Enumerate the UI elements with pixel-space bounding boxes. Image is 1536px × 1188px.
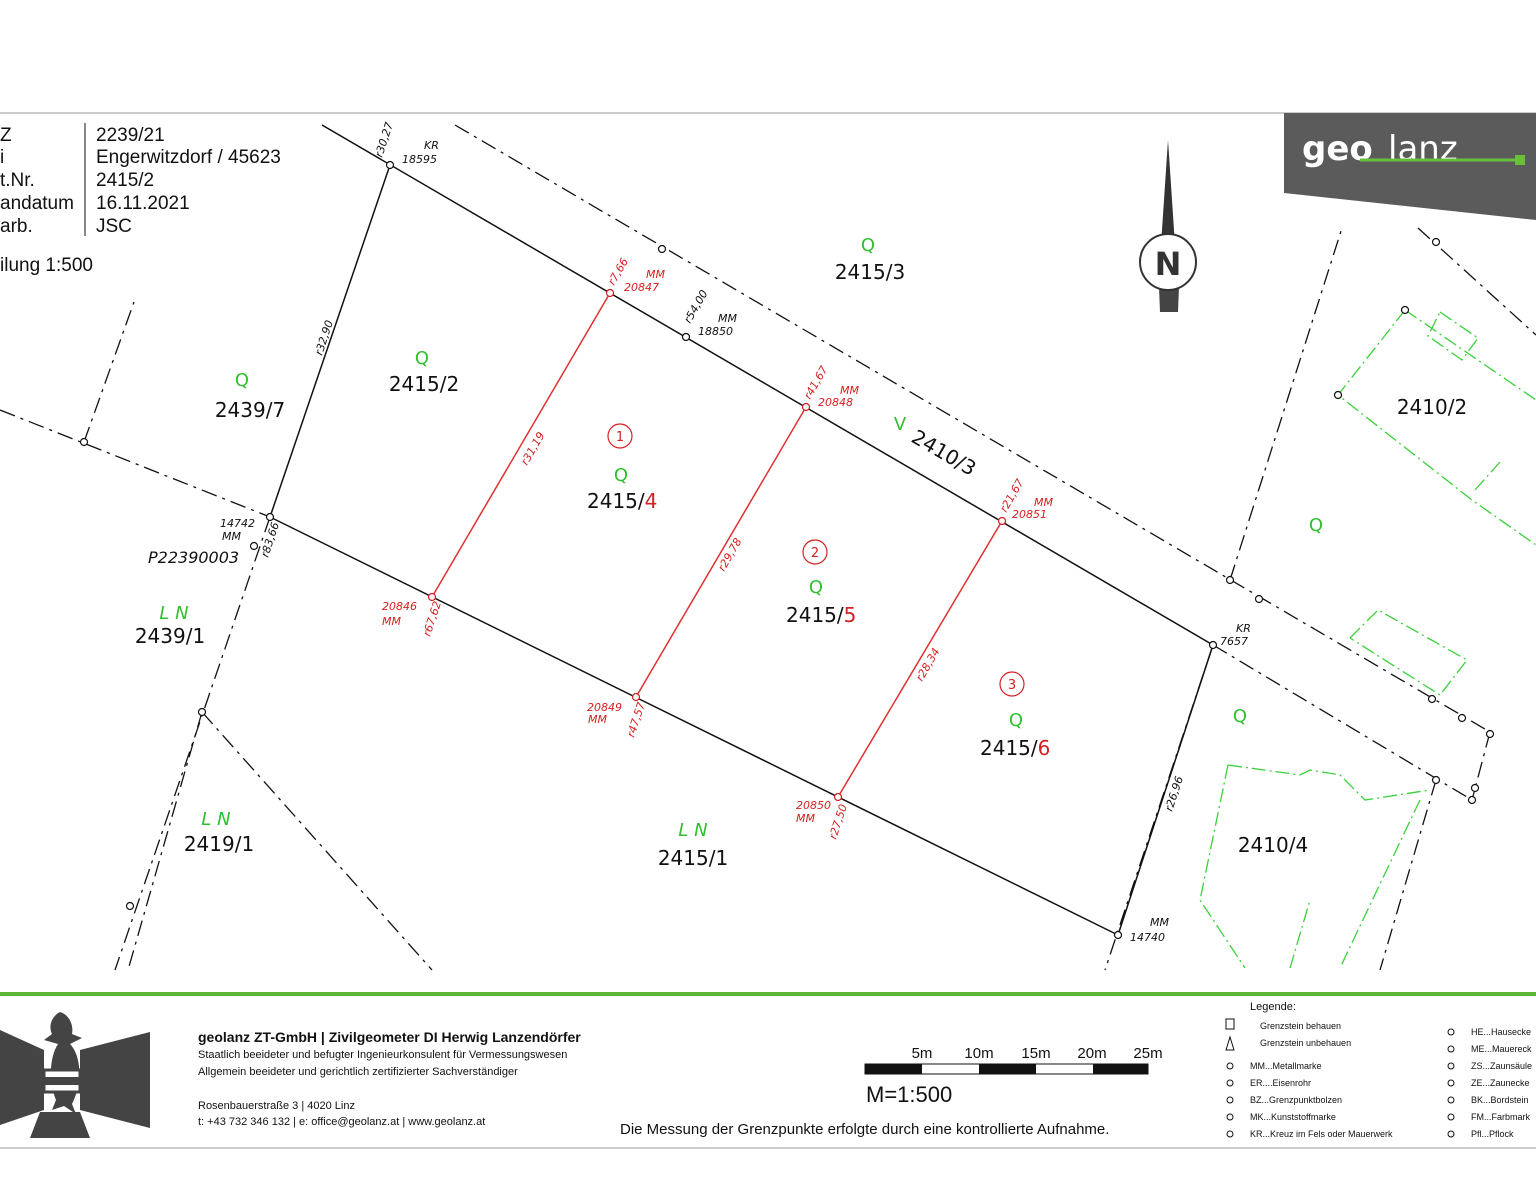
dim-5400: r54,00: [681, 287, 711, 326]
point-20850-id: 20850: [796, 799, 831, 812]
point-20849-type: MM: [588, 713, 607, 726]
legend-title: Legende:: [1250, 1001, 1296, 1013]
parcel-2410-2: 2410/2: [1396, 395, 1468, 419]
brand-logo: [1284, 113, 1536, 220]
land-use-q-2439-7: Q: [234, 370, 250, 391]
dim-4757: r47,57: [624, 700, 648, 739]
land-use-ln-2419-1: L N: [201, 809, 231, 830]
footer-contact: t: +43 732 346 132 | e: office@geolanz.at | www.geolanz.at: [198, 1116, 486, 1128]
parcel-2419-1: 2419/1: [183, 832, 255, 856]
point-p22390003: P22390003: [148, 548, 240, 567]
dim-766: r7,66: [605, 255, 632, 288]
point-14742-type: MM: [222, 530, 241, 543]
parcel-boundary: [270, 125, 1213, 935]
point-20847-type: MM: [646, 268, 665, 281]
dim-2834: r28,34: [913, 645, 943, 684]
point-kr-7657-type: KR: [1236, 622, 1251, 635]
point-20847-id: 20847: [624, 281, 659, 294]
division-lines: [432, 293, 1002, 797]
austrian-eagle-emblem: [0, 1012, 150, 1138]
point-kr-18595-type: KR: [424, 139, 439, 152]
scale-tick-15m: 15m: [1021, 1045, 1051, 1062]
dim-8366: r83,66: [258, 520, 282, 559]
land-use-q-2415-5: Q: [808, 577, 824, 598]
legend-left-1: Grenzstein behauen: [1260, 1021, 1342, 1031]
land-use-q-2415-6: Q: [1008, 710, 1024, 731]
legend-left-6: MK...Kunststoffmarke: [1250, 1112, 1336, 1122]
scale-bar: [865, 1045, 1163, 1107]
dim-3119: r31,19: [518, 429, 548, 468]
parcel-2410-4: 2410/4: [1237, 833, 1309, 857]
scale-tick-10m: 10m: [964, 1045, 994, 1062]
legend-right-4: ZE...Zaunecke: [1471, 1078, 1530, 1088]
land-use-q-2415-2: Q: [414, 348, 430, 369]
header-value-kg: Engerwitzdorf / 45623: [96, 147, 281, 168]
dim-3027: r30,27: [372, 120, 396, 159]
legend-right-5: BK...Bordstein: [1471, 1095, 1529, 1105]
lot-number-1: 1: [615, 430, 625, 445]
land-use-ln-2415-1: L N: [678, 820, 708, 841]
legend-right-3: ZS...Zaunsäule: [1471, 1061, 1533, 1071]
footer-company: geolanz ZT-GmbH | Zivilgeometer DI Herwig Lanzendörfer: [198, 1029, 581, 1045]
legend-left-7: KR...Kreuz im Fels oder Mauerwerk: [1250, 1129, 1393, 1139]
land-use-ln-2439-1: L N: [159, 603, 189, 624]
land-use-q-2410-4: Q: [1232, 706, 1248, 727]
legend-left-4: ER....Eisenrohr: [1250, 1078, 1312, 1088]
lot-number-3: 3: [1007, 678, 1017, 693]
scale-tick-20m: 20m: [1077, 1045, 1107, 1062]
legend-right-7: Pfl...Pflock: [1471, 1129, 1514, 1139]
point-14740-id: 14740: [1130, 931, 1165, 944]
footer-line2: Allgemein beeideter und gerichtlich zertifizierter Sachverständiger: [198, 1066, 518, 1078]
parcel-2439-1: 2439/1: [134, 624, 206, 648]
dim-4167: r41,67: [801, 363, 831, 402]
header-label-2: i: [0, 147, 5, 168]
land-use-q-2415-3: Q: [860, 235, 876, 256]
legend-right-1: HE...Hausecke: [1471, 1027, 1532, 1037]
header-value-date: 16.11.2021: [96, 193, 190, 214]
header-value-gst: 2415/2: [96, 170, 155, 191]
land-use-v-2410-3: V: [893, 414, 907, 435]
buildings: [1200, 310, 1536, 968]
footer-line1: Staatlich beeideter und befugter Ingenieurkonsulent für Vermessungswesen: [198, 1049, 568, 1061]
header-label-1: Z: [0, 125, 12, 146]
scale-tick-5m: 5m: [911, 1045, 933, 1062]
dim-2167: r21,67: [997, 476, 1027, 515]
point-20849-id: 20849: [587, 701, 622, 714]
legend-left-5: BZ...Grenzpunktbolzen: [1250, 1095, 1343, 1105]
dim-2978: r29,78: [715, 535, 745, 574]
parcel-2410-3: 2410/3: [907, 424, 981, 481]
point-20851-id: 20851: [1012, 508, 1047, 521]
parcel-2415-2: 2415/2: [388, 372, 460, 396]
point-18850-type: MM: [718, 312, 737, 325]
point-18850-id: 18850: [698, 325, 733, 338]
parcel-2415-3: 2415/3: [834, 260, 906, 284]
brand-name-a: geo: [1302, 129, 1373, 169]
dim-6762: r67,62: [420, 599, 444, 638]
legend-left-2: Grenzstein unbehauen: [1260, 1038, 1352, 1048]
dimension-labels: [258, 121, 1185, 841]
north-label: N: [1154, 245, 1182, 283]
north-arrow: [1140, 140, 1196, 312]
legend-right-6: FM...Farbmark: [1471, 1112, 1531, 1122]
legend-right-2: ME...Mauereck: [1471, 1044, 1532, 1054]
parcel-2415-1: 2415/1: [657, 846, 729, 870]
point-20846-type: MM: [382, 615, 401, 628]
legend-left-3: MM...Metallmarke: [1250, 1061, 1322, 1071]
brand-name-b: lanz: [1388, 129, 1458, 169]
boundary-points: [81, 162, 1494, 939]
point-14740-type: MM: [1150, 916, 1169, 929]
point-20851-type: MM: [1034, 496, 1053, 509]
point-kr-7657-id: 7657: [1220, 635, 1248, 648]
header-value-author: JSC: [96, 216, 132, 237]
point-14742-id: 14742: [220, 517, 255, 530]
header-value-gz: 2239/21: [96, 125, 165, 146]
land-use-q-2415-4: Q: [613, 465, 629, 486]
dim-3290: r32,90: [312, 318, 336, 357]
lot-number-2: 2: [810, 546, 820, 561]
dim-2696: r26,96: [1162, 774, 1186, 813]
land-use-q-2410-2: Q: [1308, 515, 1324, 536]
header-table: [0, 123, 281, 276]
parcel-2415-5-base: 2415/5: [786, 603, 857, 627]
header-label-3: t.Nr.: [0, 170, 35, 191]
legend: [1226, 1001, 1532, 1139]
point-20848-type: MM: [840, 384, 859, 397]
footer-note: Die Messung der Grenzpunkte erfolgte durch eine kontrollierte Aufnahme.: [620, 1121, 1110, 1138]
point-20846-id: 20846: [382, 600, 417, 613]
parcel-2415-6-base: 2415/6: [980, 736, 1051, 760]
point-kr-18595-id: 18595: [402, 153, 437, 166]
point-20850-type: MM: [796, 812, 815, 825]
parcel-2415-4-base: 2415/4: [587, 489, 658, 513]
dim-2750: r27,50: [826, 802, 850, 841]
scale-label: M=1:500: [866, 1082, 953, 1107]
scale-tick-25m: 25m: [1133, 1045, 1163, 1062]
footer-address: Rosenbauerstraße 3 | 4020 Linz: [198, 1100, 355, 1112]
header-scale-note: ilung 1:500: [0, 255, 93, 276]
header-label-5: arb.: [0, 216, 33, 237]
point-20848-id: 20848: [818, 396, 853, 409]
header-label-4: andatum: [0, 193, 74, 214]
parcel-2439-7: 2439/7: [214, 398, 286, 422]
